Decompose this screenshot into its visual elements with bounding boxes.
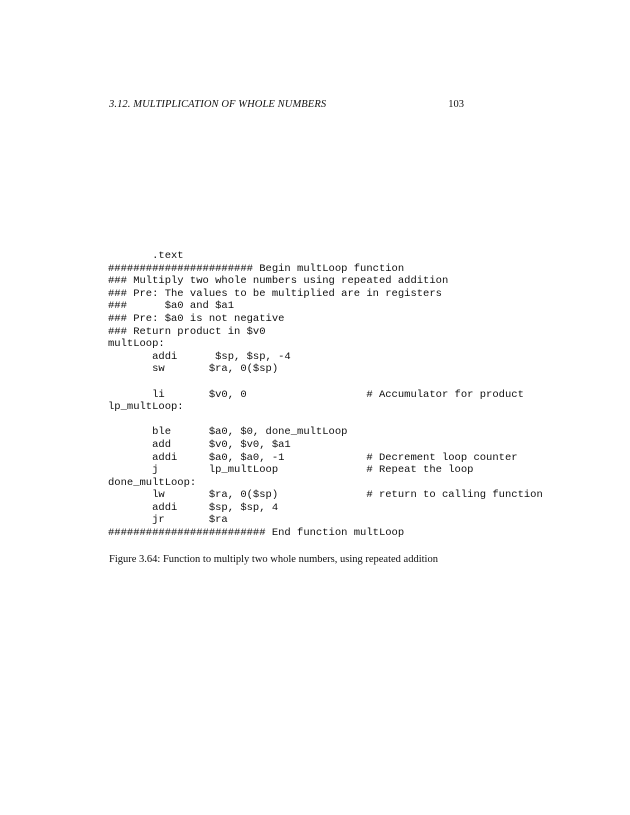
code-line: .text [108, 250, 184, 262]
code-line: jr $ra [108, 514, 228, 527]
code-line: ### Pre: The values to be multiplied are in registers [108, 287, 442, 300]
code-line: ### Return product in $v0 [108, 325, 266, 338]
code-line: addi $sp, $sp, 4 [108, 501, 279, 514]
code-listing [108, 250, 543, 540]
code-line: lp_multLoop: [108, 401, 184, 414]
code-line: ### $a0 and $a1 [108, 300, 235, 313]
code-line: j lp_multLoop # Repeat the loop [108, 464, 474, 477]
running-header [109, 98, 464, 112]
code-line: ble $a0, $0, done_multLoop [108, 426, 348, 439]
code-line: addi $sp, $sp, -4 [108, 350, 291, 363]
section-title: 3.12. MULTIPLICATION OF WHOLE NUMBERS [109, 99, 327, 110]
code-line [108, 414, 543, 427]
code-line [108, 376, 543, 389]
code-line: multLoop: [108, 338, 165, 351]
code-line: done_multLoop: [108, 476, 197, 489]
code-line: ### Pre: $a0 is not negative [108, 312, 285, 325]
figure-caption: Figure 3.64: Function to multiply two whole numbers, using repeated addition [109, 554, 438, 565]
code-line: ######################### End function multLoop [108, 527, 405, 540]
code-line: sw $ra, 0($sp) [108, 363, 279, 376]
code-line: li $v0, 0 # Accumulator for product [108, 388, 524, 401]
code-line: ####################### Begin multLoop function [108, 262, 405, 275]
page-number: 103 [448, 99, 464, 110]
code-line: addi $a0, $a0, -1 # Decrement loop counter [108, 451, 518, 464]
code-line: add $v0, $v0, $a1 [108, 438, 291, 451]
code-line: ### Multiply two whole numbers using repeated addition [108, 275, 449, 288]
code-line: lw $ra, 0($sp) # return to calling function [108, 489, 543, 502]
